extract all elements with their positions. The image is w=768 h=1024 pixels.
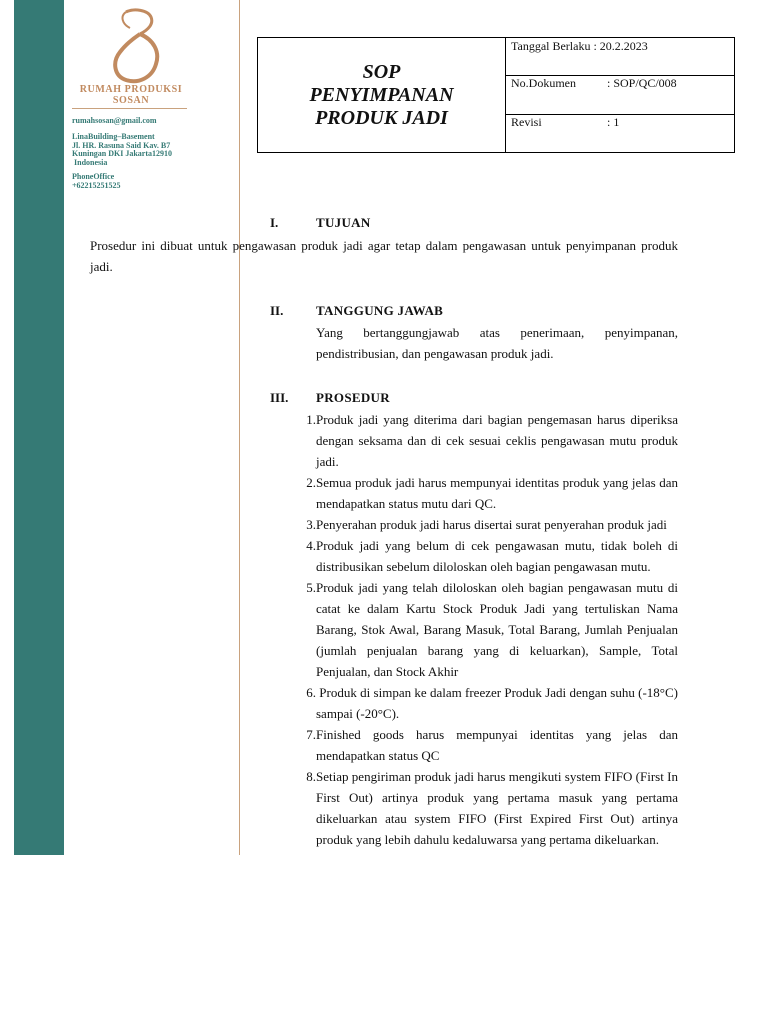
step-text: Finished goods harus mempunyai identitas yang jelas dan mendapatkan status QC bbox=[316, 727, 678, 763]
step-number: 2. bbox=[306, 475, 316, 490]
list-item bbox=[270, 472, 678, 514]
title-line: PENYIMPANAN bbox=[309, 83, 454, 106]
company-email: rumahsosan@gmail.com bbox=[72, 116, 157, 125]
list-item bbox=[270, 514, 678, 535]
list-item bbox=[270, 535, 678, 577]
info-value: : SOP/QC/008 bbox=[607, 76, 677, 90]
step-text: Semua produk jadi harus mempunyai identitas produk yang jelas dan mendapatkan status mutu dari QC. bbox=[316, 475, 678, 511]
step-text: Penyerahan produk jadi harus disertai surat penyerahan produk jadi bbox=[316, 517, 667, 532]
title-line: PRODUK JADI bbox=[315, 106, 448, 129]
section-number: I. bbox=[270, 215, 279, 230]
sidebar-divider-line bbox=[239, 0, 240, 855]
step-number: 7. bbox=[306, 727, 316, 742]
section-heading-prosedur: PROSEDUR bbox=[316, 390, 390, 405]
list-item bbox=[270, 577, 678, 682]
section-heading-tujuan: TUJUAN bbox=[316, 215, 371, 230]
info-row-tanggal-berlaku bbox=[505, 38, 734, 76]
step-number: 4. bbox=[306, 538, 316, 553]
section-text-tanggung-jawab: Yang bertanggungjawab atas penerimaan, penyimpanan, pendistribusian, dan pengawasan produk jadi. bbox=[316, 325, 678, 361]
step-text: Produk di simpan ke dalam freezer Produk Jadi dengan suhu (-18°C) sampai (-20°C). bbox=[316, 685, 682, 721]
document-header-table bbox=[257, 37, 735, 153]
section-number: III. bbox=[270, 390, 289, 405]
address-line: Jl. HR. Rasuna Said Kav. B7 bbox=[72, 140, 171, 150]
section-text-tujuan: Prosedur ini dibuat untuk pengawasan produk jadi agar tetap dalam pengawasan untuk penyimpanan produk jadi. bbox=[90, 238, 678, 274]
company-phone bbox=[72, 173, 121, 190]
step-text: Setiap pengiriman produk jadi harus mengikuti system FIFO (First In First Out) artinya produk yang pertama masuk yang pertama dikeluarkan atau system FIFO (First Expired First Out) artinya produk yang lebih dahulu kedaluwarsa yang pertama dikeluarkan. bbox=[316, 769, 678, 847]
info-value: : 20.2.2023 bbox=[593, 39, 648, 53]
procedure-steps-list bbox=[270, 409, 682, 850]
step-number: 5. bbox=[306, 580, 316, 595]
logo-underline bbox=[72, 108, 187, 109]
section-number: II. bbox=[270, 303, 284, 318]
step-number: 1. bbox=[306, 412, 316, 427]
company-name-line1: RUMAH PRODUKSI bbox=[79, 84, 183, 95]
phone-number: +62215251525 bbox=[72, 180, 121, 190]
info-row-no-dokumen bbox=[505, 76, 734, 115]
list-item bbox=[270, 409, 678, 472]
step-number: 8. bbox=[306, 769, 316, 784]
document-title bbox=[258, 38, 506, 152]
step-text: Produk jadi yang belum di cek pengawasan mutu, tidak boleh di distribusikan sebelum diloloskan oleh bagian pengawasan mutu. bbox=[316, 538, 678, 574]
company-name-line2: SOSAN bbox=[112, 95, 150, 106]
info-row-revisi bbox=[505, 115, 734, 152]
phone-label: PhoneOffice bbox=[72, 172, 115, 181]
address-line: LinaBuilding–Basement bbox=[72, 132, 155, 141]
step-text: Produk jadi yang telah diloloskan oleh bagian pengawasan mutu di catat ke dalam Kartu Stock Produk Jadi yang tertuliskan Nama Barang, Stok Awal, Barang Masuk, Total Barang, Jumlah Penjualan (jumlah penjualan barang yang di keluarkan), Sample, Total Penjualan, dan Stock Akhir bbox=[316, 580, 678, 679]
info-label: Tanggal Berlaku bbox=[511, 39, 591, 53]
title-line: SOP bbox=[362, 60, 401, 83]
list-item bbox=[270, 724, 678, 766]
sidebar-color-bar bbox=[14, 0, 64, 855]
section-heading-tanggung-jawab: TANGGUNG JAWAB bbox=[316, 303, 444, 318]
info-label: Revisi bbox=[511, 115, 542, 129]
address-line: Indonesia bbox=[72, 157, 108, 167]
company-address bbox=[72, 133, 172, 167]
company-name bbox=[66, 84, 196, 106]
info-value: : 1 bbox=[607, 115, 620, 129]
step-number: 3. bbox=[306, 517, 316, 532]
step-number: 6. bbox=[306, 685, 316, 700]
company-logo-icon bbox=[104, 8, 166, 86]
step-text: Produk jadi yang diterima dari bagian pengemasan harus diperiksa dengan seksama dan di cek sesuai ceklis pengawasan mutu produk jadi. bbox=[316, 412, 678, 469]
address-line: Kuningan DKI Jakarta12910 bbox=[72, 149, 173, 158]
document-info bbox=[505, 38, 734, 152]
list-item bbox=[270, 682, 682, 724]
info-label: No.Dokumen bbox=[511, 76, 576, 90]
list-item bbox=[270, 766, 678, 850]
